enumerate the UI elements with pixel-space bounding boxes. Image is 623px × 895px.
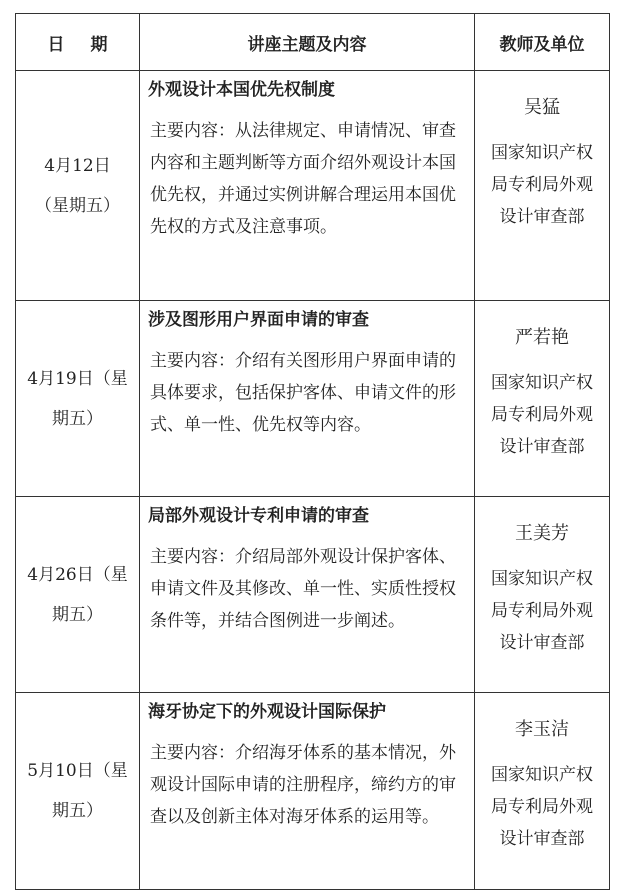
teacher-name: 王美芳 bbox=[515, 523, 569, 544]
header-topic: 讲座主题及内容 bbox=[140, 14, 475, 71]
date-line: 期五） bbox=[52, 801, 103, 821]
teacher-name: 李玉洁 bbox=[515, 719, 569, 740]
topic-title: 海牙协定下的外观设计国际保护 bbox=[148, 702, 386, 722]
header-date: 日期 bbox=[16, 14, 140, 71]
topic-title: 局部外观设计专利申请的审查 bbox=[148, 506, 369, 526]
teacher-name: 吴猛 bbox=[524, 97, 560, 118]
date-line: 4月26日（星 bbox=[27, 564, 128, 585]
teacher-unit: 国家知识产权局专利局外观设计审查部 bbox=[491, 569, 593, 653]
date-cell bbox=[16, 693, 140, 890]
table-row bbox=[16, 301, 610, 497]
date-cell bbox=[16, 497, 140, 693]
date-cell bbox=[16, 71, 140, 301]
teacher-cell bbox=[475, 301, 610, 497]
date-cell bbox=[16, 301, 140, 497]
date-line: 4月12日 bbox=[44, 155, 111, 176]
lecture-schedule-table bbox=[15, 13, 610, 890]
teacher-cell bbox=[475, 71, 610, 301]
table-row bbox=[16, 693, 610, 890]
teacher-cell bbox=[475, 693, 610, 890]
topic-cell bbox=[140, 301, 475, 497]
teacher-unit: 国家知识产权局专利局外观设计审查部 bbox=[491, 765, 593, 849]
topic-content: 主要内容：从法律规定、申请情况、审查内容和主题判断等方面介绍外观设计本国优先权，并通过实例讲解合理运用本国优先权的方式及注意事项。 bbox=[150, 121, 456, 237]
topic-cell bbox=[140, 693, 475, 890]
teacher-name: 严若艳 bbox=[515, 327, 569, 348]
teacher-unit: 国家知识产权局专利局外观设计审查部 bbox=[491, 373, 593, 457]
date-line: （星期五） bbox=[35, 195, 120, 216]
table-header-row bbox=[16, 14, 610, 71]
topic-content: 主要内容：介绍局部外观设计保护客体、申请文件及其修改、单一性、实质性授权条件等，并结合图例进一步阐述。 bbox=[150, 547, 456, 631]
topic-title: 涉及图形用户界面申请的审查 bbox=[148, 310, 369, 330]
table-row bbox=[16, 71, 610, 301]
topic-title: 外观设计本国优先权制度 bbox=[148, 80, 335, 100]
teacher-unit: 国家知识产权局专利局外观设计审查部 bbox=[491, 143, 593, 227]
topic-content: 主要内容：介绍海牙体系的基本情况，外观设计国际申请的注册程序，缔约方的审查以及创新主体对海牙体系的运用等。 bbox=[150, 743, 456, 827]
topic-cell bbox=[140, 497, 475, 693]
topic-content: 主要内容：介绍有关图形用户界面申请的具体要求，包括保护客体、申请文件的形式、单一性、优先权等内容。 bbox=[150, 351, 456, 435]
table-row bbox=[16, 497, 610, 693]
topic-cell bbox=[140, 71, 475, 301]
date-line: 期五） bbox=[52, 408, 103, 429]
teacher-cell bbox=[475, 497, 610, 693]
date-line: 期五） bbox=[52, 604, 103, 625]
header-teacher: 教师及单位 bbox=[475, 14, 610, 71]
date-line: 5月10日（星 bbox=[27, 761, 128, 781]
date-line: 4月19日（星 bbox=[27, 368, 128, 389]
